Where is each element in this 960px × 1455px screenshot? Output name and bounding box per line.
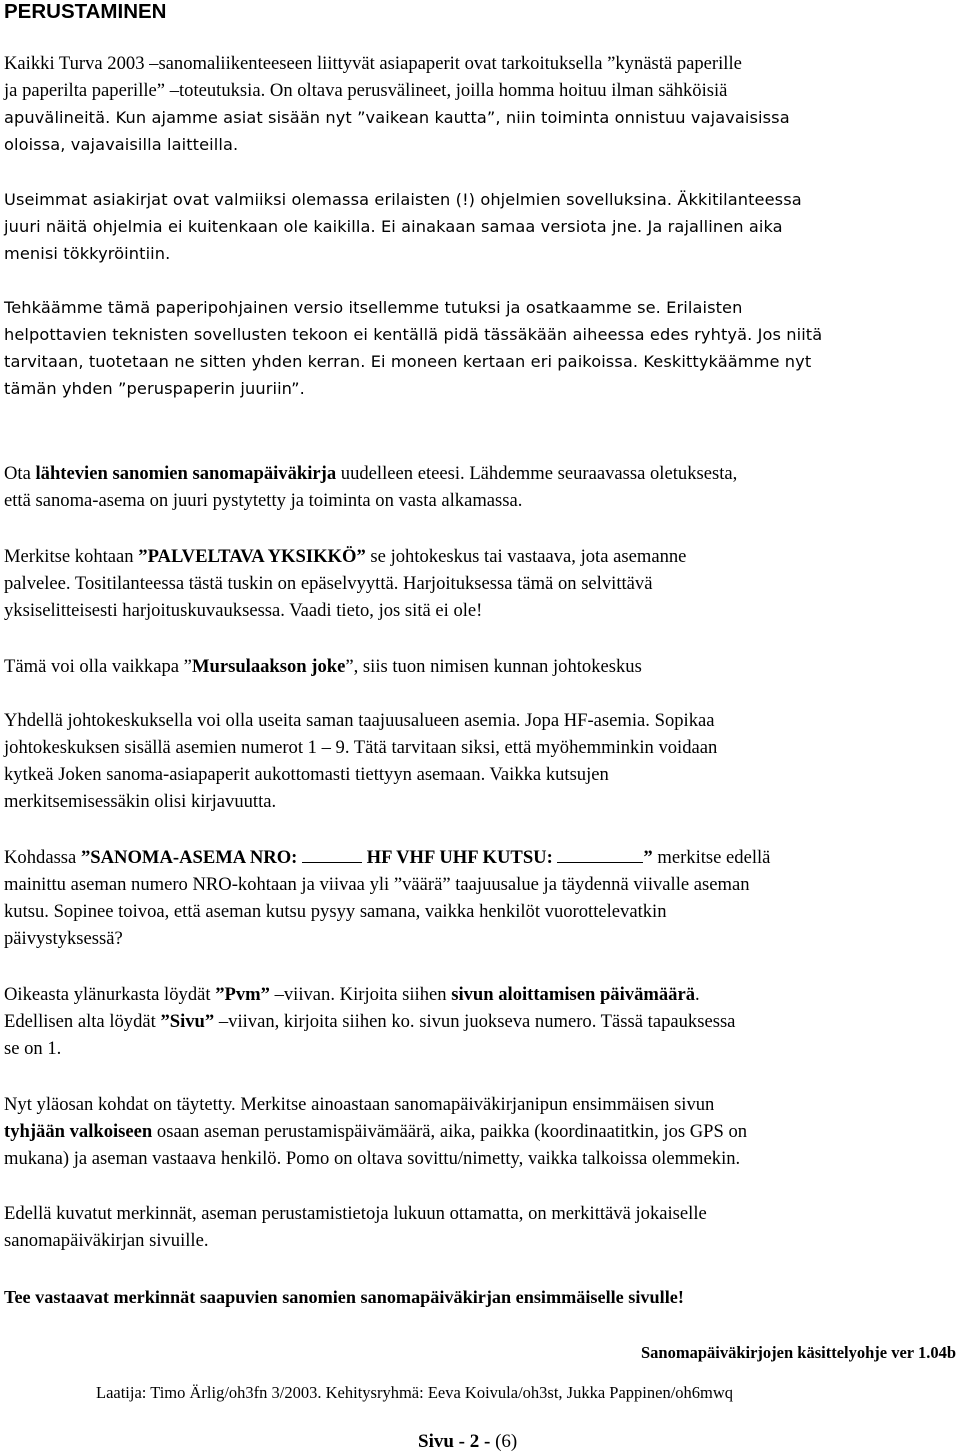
- paragraph-7-line-3: kytkeä Joken sanoma-asiapaperit aukottomasti tiettyyn asemaan. Vaikka kutsujen: [4, 764, 609, 785]
- paragraph-8-line-3: kutsu. Sopinee toivoa, että aseman kutsu pysyy samana, vaikka henkilöt vuorottelevatkin: [4, 901, 667, 922]
- p8-bold-quote: ”: [643, 847, 653, 868]
- page-total: (6): [490, 1431, 518, 1452]
- paragraph-3-line-2: helpottavien teknisten sovellusten tekoon ei kentällä pidä tässäkään aiheessa edes ryhtyä. Jos niitä: [4, 325, 823, 344]
- p4-bold-logbook: lähtevien sanomien sanomapäiväkirja: [35, 463, 337, 484]
- p9-bold-date: sivun aloittamisen päivämäärä: [451, 984, 696, 1005]
- p9-text-e: .: [695, 984, 700, 1005]
- paragraph-2-line-3: menisi tökkyröintiin.: [4, 244, 171, 263]
- p9-l2-text-c: –viivan, kirjoita siihen ko. sivun juokseva numero. Tässä tapauksessa: [214, 1011, 736, 1032]
- paragraph-11-line-2: sanomapäiväkirjan sivuille.: [4, 1230, 209, 1251]
- p8-text-a: Kohdassa: [4, 847, 81, 868]
- paragraph-2-line-1: Useimmat asiakirjat ovat valmiiksi olemassa erilaisten (!) ohjelmien sovelluksina. Äkkitilanteessa: [4, 190, 802, 209]
- paragraph-7-line-1: Yhdellä johtokeskuksella voi olla useita saman taajuusalueen asemia. Jopa HF-asemia. Sopikaa: [4, 710, 715, 731]
- p6-text-c: ”, siis tuon nimisen kunnan johtokeskus: [345, 656, 642, 677]
- p4-text-c: uudelleen eteesi. Lähdemme seuraavassa oletuksesta,: [336, 463, 738, 484]
- paragraph-5-line-2: palvelee. Tositilanteessa tästä tuskin on epäselvyyttä. Harjoituksessa tämä on selvittävä: [4, 573, 653, 594]
- footer-authors: Laatija: Timo Ärlig/oh3fn 3/2003. Kehitysryhmä: Eeva Koivula/oh3st, Jukka Pappinen/oh6mwq: [96, 1383, 734, 1402]
- station-number-blank: [302, 845, 362, 863]
- paragraph-10-line-1: Nyt yläosan kohdat on täytetty. Merkitse ainoastaan sanomapäiväkirjanipun ensimmäisen sivun: [4, 1094, 715, 1115]
- paragraph-9-line-2: [4, 1008, 735, 1035]
- paragraph-7-line-2: johtokeskuksen sisällä asemien numerot 1 – 9. Tätä tarvitaan siksi, että myöhemminkin voidaan: [4, 737, 718, 758]
- page-number: [418, 1430, 517, 1454]
- paragraph-1-line-3-text: apuvälineitä. Kun ajamme asiat sisään nyt ”vaikean kautta”, niin toiminta onnistuu vajavaisissa: [4, 108, 790, 127]
- page-number-label: Sivu - 2 -: [418, 1431, 491, 1452]
- callsign-blank: [557, 845, 643, 863]
- paragraph-3-line-4: tämän yhden ”peruspaperin juuriin”.: [4, 379, 305, 398]
- p9-text-c: –viivan. Kirjoita siihen: [269, 984, 452, 1005]
- paragraph-8-line-2: mainittu aseman numero NRO-kohtaan ja viivaa yli ”väärä” taajuusalue ja täydennä viivalle aseman: [4, 874, 750, 895]
- paragraph-12-bold-instruction: Tee vastaavat merkinnät saapuvien sanomien sanomapäiväkirjan ensimmäiselle sivulle!: [4, 1287, 684, 1307]
- paragraph-5-line-1: [4, 543, 686, 570]
- p8-bold-station: ”SANOMA-ASEMA NRO:: [80, 847, 303, 868]
- paragraph-9-line-1: [4, 981, 700, 1008]
- paragraph-1-line-4: oloissa, vajavaisilla laitteilla.: [4, 135, 239, 154]
- p6-text-a: Tämä voi olla vaikkapa ”: [4, 656, 192, 677]
- p5-text-a: Merkitse kohtaan: [4, 546, 139, 567]
- p9-bold-pvm: ”Pvm”: [215, 984, 270, 1005]
- p8-bold-callsign: HF VHF UHF KUTSU:: [362, 847, 558, 868]
- p9-bold-sivu: ”Sivu”: [160, 1011, 215, 1032]
- p5-bold-unit: ”PALVELTAVA YKSIKKÖ”: [138, 546, 366, 567]
- paragraph-3-line-1: Tehkäämme tämä paperipohjainen versio itsellemme tutuksi ja osatkaamme se. Erilaisten: [4, 298, 743, 317]
- p5-text-c: se johtokeskus tai vastaava, jota asemanne: [365, 546, 687, 567]
- footer-document-version: Sanomapäiväkirjojen käsittelyohje ver 1.04b: [640, 1343, 956, 1362]
- paragraph-1-line-1: Kaikki Turva 2003 –sanomaliikenteeseen liittyvät asiapaperit ovat tarkoituksella ”kynästä paperille: [4, 53, 742, 74]
- paragraph-9-line-3: se on 1.: [4, 1038, 62, 1059]
- paragraph-10-line-3: mukana) ja aseman vastaava henkilö. Pomo on oltava sovittu/nimetty, vaikka talkoissa olemmekin.: [4, 1148, 741, 1169]
- paragraph-6-line-1: [4, 653, 642, 680]
- paragraph-4-line-1: [4, 460, 737, 487]
- paragraph-1-line-3: [4, 104, 790, 131]
- paragraph-3-line-3: tarvitaan, tuotetaan ne sitten yhden kerran. Ei moneen kertaan eri paikoissa. Keskittykäämme nyt: [4, 352, 812, 371]
- paragraph-1-line-2: ja paperilta paperille” –toteutuksia. On oltava perusvälineet, joilla homma hoituu ilman sähköisiä: [4, 80, 728, 101]
- paragraph-11-line-1: Edellä kuvatut merkinnät, aseman perustamistietoja lukuun ottamatta, on merkittävä jokaiselle: [4, 1203, 707, 1224]
- p4-text-a: Ota: [4, 463, 36, 484]
- p6-bold-name: Mursulaakson joke: [191, 656, 346, 677]
- paragraph-8-line-4: päivystyksessä?: [4, 928, 123, 949]
- paragraph-8-line-1: [4, 844, 770, 871]
- paragraph-5-line-3: yksiselitteisesti harjoituskuvauksessa. Vaadi tieto, jos sitä ei ole!: [4, 600, 483, 621]
- p9-l2-text-a: Edellisen alta löydät: [4, 1011, 161, 1032]
- paragraph-7-line-4: merkitsemisessäkin olisi kirjavuutta.: [4, 791, 277, 812]
- paragraph-2-line-2: juuri näitä ohjelmia ei kuitenkaan ole kaikilla. Ei ainakaan samaa versiota jne. Ja rajallinen aika: [4, 217, 783, 236]
- p10-text-b: osaan aseman perustamispäivämäärä, aika, paikka (koordinaatitkin, jos GPS on: [152, 1121, 748, 1142]
- paragraph-4-line-2: että sanoma-asema on juuri pystytetty ja toiminta on vasta alkamassa.: [4, 490, 523, 511]
- p10-bold-blank: tyhjään valkoiseen: [4, 1121, 153, 1142]
- section-heading: PERUSTAMINEN: [4, 0, 167, 23]
- p8-text-e: merkitse edellä: [652, 847, 771, 868]
- p9-text-a: Oikeasta ylänurkasta löydät: [4, 984, 216, 1005]
- paragraph-10-line-2: [4, 1118, 747, 1145]
